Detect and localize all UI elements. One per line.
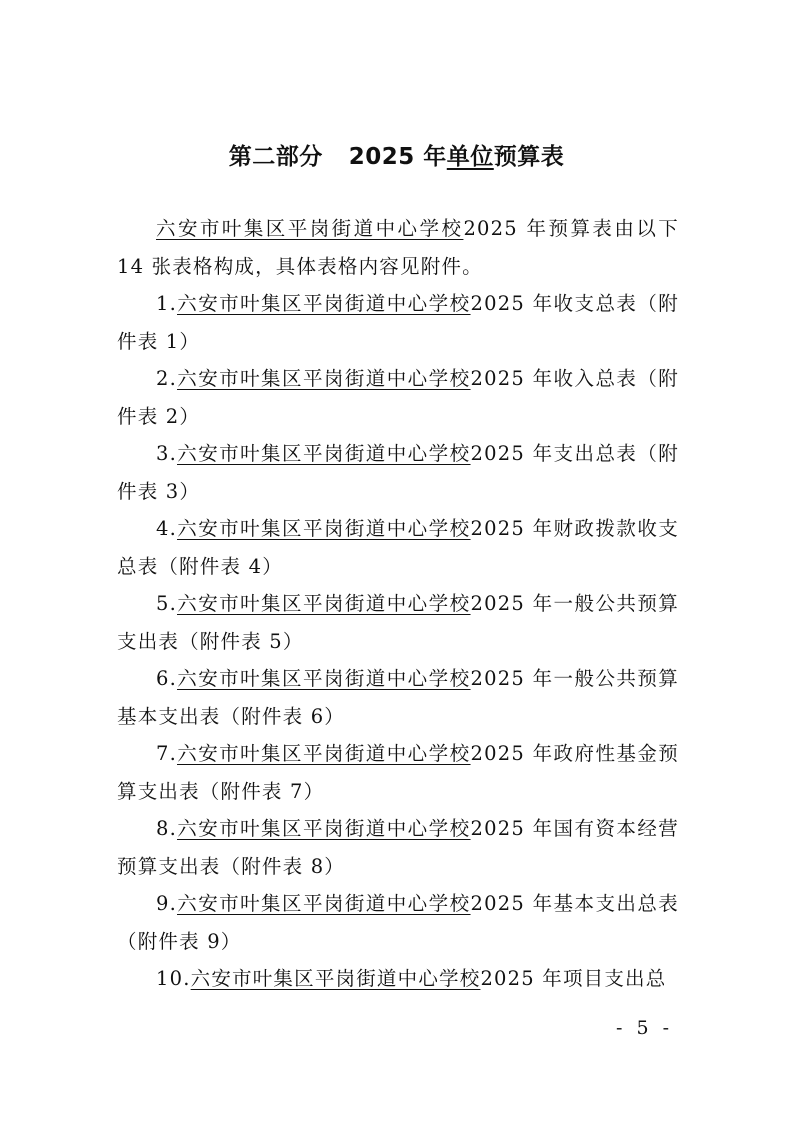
list-item [117,810,679,885]
school-name: 六安市叶集区平岗街道中心学校 [177,592,471,615]
intro-text: 2025 年预算表由以下 14 张表格构成，具体表格内容见附件。 [117,217,679,278]
school-name: 六安市叶集区平岗街道中心学校 [177,517,471,540]
item-text: 2025 年收支总表（附件表 1） [117,292,679,353]
item-number: 10. [156,967,191,990]
school-name: 六安市叶集区平岗街道中心学校 [177,292,471,315]
title-year: 2025 年 [348,144,447,170]
title-underlined: 单位 [446,144,494,170]
list-item [117,435,679,510]
school-name: 六安市叶集区平岗街道中心学校 [177,667,471,690]
item-text: 2025 年政府性基金预算支出表（附件表 7） [117,742,679,803]
item-text: 2025 年一般公共预算基本支出表（附件表 6） [117,667,679,728]
item-number: 5. [156,592,178,615]
school-name: 六安市叶集区平岗街道中心学校 [156,217,464,240]
intro-paragraph [117,210,679,285]
list-item [117,735,679,810]
list-item [117,510,679,585]
school-name: 六安市叶集区平岗街道中心学校 [177,442,471,465]
item-number: 6. [156,667,178,690]
item-number: 8. [156,817,178,840]
list-item [117,660,679,735]
school-name: 六安市叶集区平岗街道中心学校 [177,367,471,390]
page-title [0,138,793,171]
school-name: 六安市叶集区平岗街道中心学校 [177,817,471,840]
school-name: 六安市叶集区平岗街道中心学校 [190,967,481,990]
item-text: 2025 年支出总表（附件表 3） [117,442,679,503]
document-body [117,210,679,998]
title-prefix: 第二部分 [228,144,323,170]
item-number: 3. [156,442,178,465]
page-number: - 5 - [615,1017,673,1039]
title-suffix: 预算表 [493,144,565,170]
item-text: 2025 年财政拨款收支总表（附件表 4） [117,517,679,578]
school-name: 六安市叶集区平岗街道中心学校 [177,742,471,765]
item-text: 2025 年一般公共预算支出表（附件表 5） [117,592,679,653]
item-number: 1. [156,292,178,315]
item-text: 2025 年收入总表（附件表 2） [117,367,679,428]
item-number: 2. [156,367,178,390]
item-number: 7. [156,742,178,765]
list-item [117,360,679,435]
item-text: 2025 年国有资本经营预算支出表（附件表 8） [117,817,679,878]
list-item [117,885,679,960]
item-number: 4. [156,517,178,540]
list-item [117,585,679,660]
list-item [117,960,679,998]
list-item [117,285,679,360]
school-name: 六安市叶集区平岗街道中心学校 [177,892,471,915]
item-text: 2025 年基本支出总表（附件表 9） [117,892,679,953]
item-text: 2025 年项目支出总 [480,967,667,990]
item-number: 9. [156,892,178,915]
